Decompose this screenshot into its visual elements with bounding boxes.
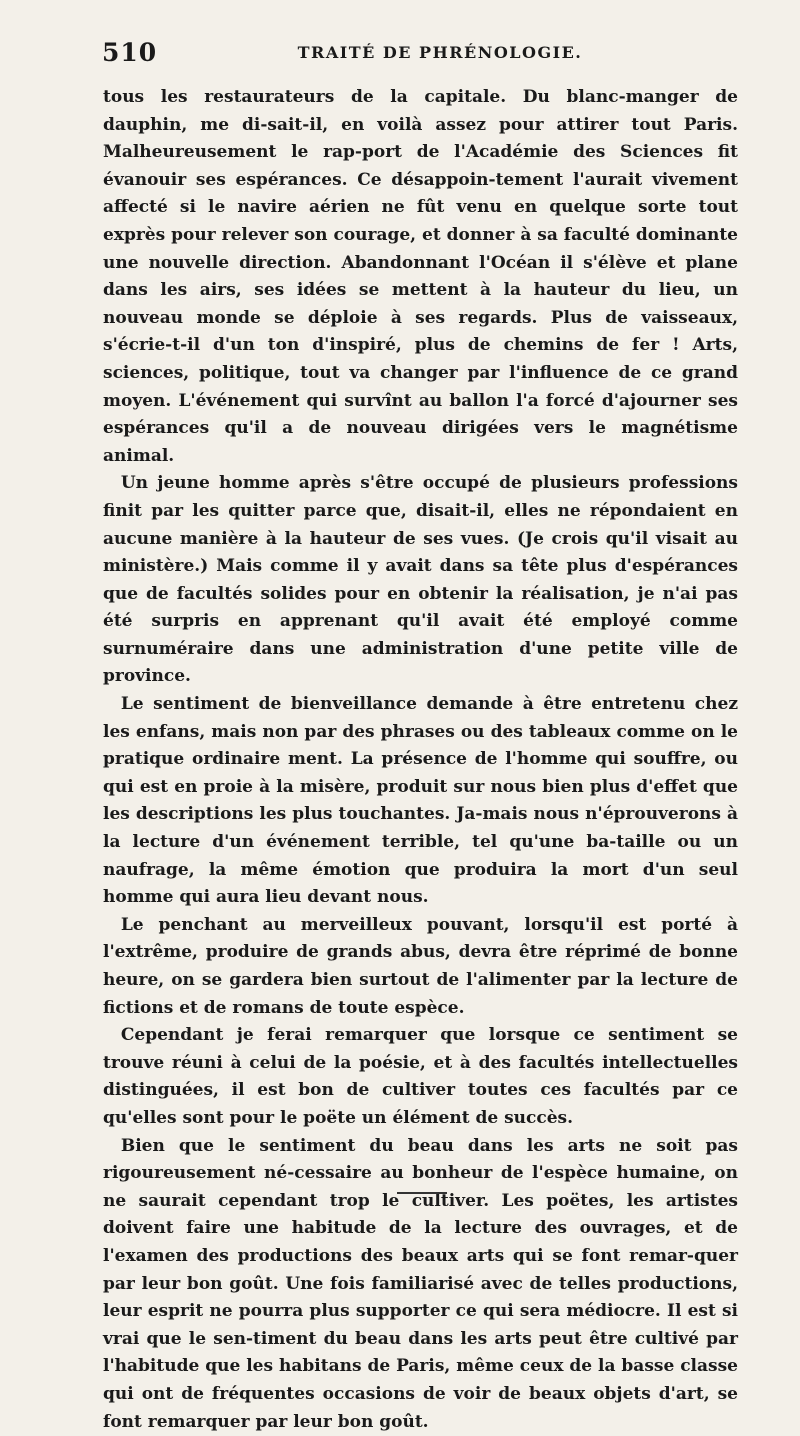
paragraph-continuation: tous les restaurateurs de la capitale. Du blanc-manger de dauphin, me di-sait-il, en voilà assez pour attirer tout Paris. Malheureusement le rap-port de l'Académie des Sciences fit évanouir ses espérances. Ce désappoin-tement l'aurait vivement affecté si le navire aérien ne fût venu en quelque sorte tout exprès pour relever son courage, et donner à sa faculté dominante une nouvelle direction. Abandonnant l'Océan il s'élève et plane dans les airs, ses idées se mettent à la hauteur du lieu, un nouveau monde se déploie à ses regards. Plus de vaisseaux, s'écrie-t-il d'un ton d'inspiré, plus de chemins de fer ! Arts, sciences, politique, tout va changer par l'influence de ce grand moyen. L'événement qui survînt au ballon l'a forcé d'ajourner ses espérances qu'il a de nouveau dirigées vers le magnétisme animal.: [103, 87, 738, 466]
paragraph: Le penchant au merveilleux pouvant, lorsqu'il est porté à l'extrême, produire de grands abus, devra être réprimé de bonne heure, on se gardera bien surtout de l'alimenter par la lecture de fictions et de romans de toute espèce.: [103, 914, 738, 1018]
section-divider: [397, 1192, 447, 1194]
paragraph: Le sentiment de bienveillance demande à être entretenu chez les enfans, mais non par des phrases ou des tableaux comme on le pratique ordinaire ment. La présence de l'homme qui souffre, ou qui est en proie à la misère, produit sur nous bien plus d'effet que les descriptions les plus touchantes. Ja-mais nous n'éprouverons à la lecture d'un événement terrible, tel qu'une ba-taille ou un naufrage, la même émotion que produira la mort d'un seul homme qui aura lieu devant nous.: [103, 694, 738, 908]
page-number: 510: [102, 38, 158, 67]
paragraph: Cependant je ferai remarquer que lorsque ce sentiment se trouve réuni à celui de la poésie, et à des facultés intellectuelles distinguées, il est bon de cultiver toutes ces facultés par ce qu'elles sont pour le poëte un élément de succès.: [103, 1025, 738, 1128]
page-header: [100, 38, 740, 68]
running-title: TRAITÉ DE PHRÉNOLOGIE.: [297, 43, 583, 62]
body-text: [103, 84, 738, 1436]
paragraph: Un jeune homme après s'être occupé de plusieurs professions finit par les quitter parce que, disait-il, elles ne répondaient en aucune manière à la hauteur de ses vues. (Je crois qu'il visait au ministère.) Mais comme il y avait dans sa tête plus d'espérances que de facultés solides pour en obtenir la réalisation, je n'ai pas été surpris en apprenant qu'il avait été employé comme surnuméraire dans une administration d'une petite ville de province.: [103, 473, 738, 687]
paragraph: Bien que le sentiment du beau dans les arts ne soit pas rigoureusement né-cessaire au bonheur de l'espèce humaine, on ne saurait cependant trop le cultiver. Les poëtes, les artistes doivent faire une habitude de la lecture des ouvrages, et de l'examen des productions des beaux arts qui se font remar-quer par leur bon goût. Une fois familiarisé avec de telles productions, leur esprit ne pourra plus supporter ce qui sera médiocre. Il est si vrai que le sen-timent du beau dans les arts peut être cultivé par l'habitude que les habitans de Paris, même ceux de la basse classe qui ont de fréquentes occasions de voir de beaux objets d'art, se font remarquer par leur bon goût.: [103, 1135, 738, 1432]
